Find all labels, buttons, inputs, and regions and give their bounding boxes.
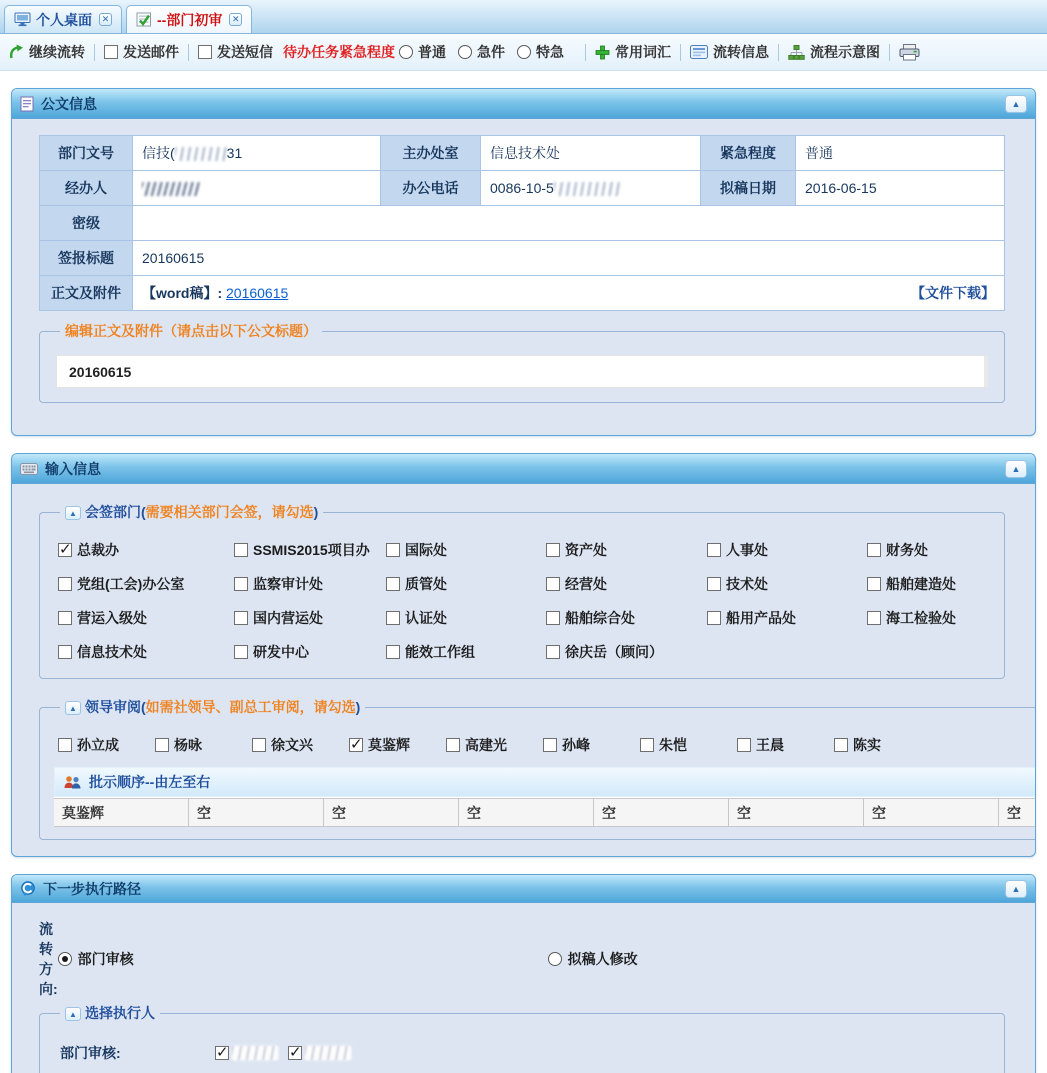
checkbox-icon — [58, 577, 72, 591]
direction-radio[interactable]: 拟稿人修改 — [548, 949, 1036, 969]
urgency-value: 普通 — [796, 136, 1005, 171]
panel-title: 公文信息 — [41, 95, 97, 112]
checkbox-icon — [546, 611, 560, 625]
table-row — [40, 206, 1005, 241]
urgency-radio[interactable]: 普通 — [399, 42, 446, 62]
continue-arrow-icon — [8, 44, 24, 60]
checkbox-icon — [386, 543, 400, 557]
collapse-button[interactable]: ▲ — [1005, 880, 1027, 898]
countersign-checkbox[interactable]: 营运入级处 — [58, 608, 234, 628]
approval-order-table — [54, 797, 1036, 827]
edit-body-legend: 编辑正文及附件（请点击以下公文标题） — [65, 323, 317, 339]
countersign-checkbox[interactable]: 国内营运处 — [234, 608, 386, 628]
doc-info-table — [39, 135, 1005, 311]
countersign-checkbox[interactable]: 经营处 — [546, 574, 707, 594]
doc-info-panel-header — [12, 89, 1035, 119]
checkbox-icon — [707, 543, 721, 557]
send-email-checkbox[interactable]: 发送邮件 — [104, 42, 179, 62]
tab-personal-desktop[interactable] — [4, 5, 122, 33]
flow-diagram-button[interactable]: 流程示意图 — [788, 42, 880, 62]
countersign-checkbox[interactable]: 信息技术处 — [58, 642, 234, 662]
doc-info-body — [12, 135, 1035, 435]
executor-checkbox[interactable] — [288, 1046, 351, 1060]
countersign-checkbox[interactable]: 人事处 — [707, 540, 867, 560]
secrecy-value — [133, 206, 1005, 241]
countersign-checkbox[interactable]: 财务处 — [867, 540, 990, 560]
checkbox-icon — [546, 543, 560, 557]
dept-no-value: 信技( 31 — [133, 136, 381, 171]
checkbox-icon — [58, 738, 72, 752]
order-cell: 空 — [189, 798, 324, 827]
countersign-legend: ▲ 会签部门(需要相关部门会签，请勾选) — [60, 502, 323, 522]
redacted-text — [175, 147, 227, 161]
leader-checkbox[interactable]: 徐文兴 — [252, 735, 349, 755]
doc-title-link[interactable]: 20160615 — [56, 355, 988, 388]
checkbox-icon — [707, 611, 721, 625]
flow-info-icon — [690, 45, 708, 59]
countersign-checkbox[interactable]: 海工检验处 — [867, 608, 990, 628]
table-row — [40, 136, 1005, 171]
next-step-panel — [11, 874, 1036, 1073]
radio-icon — [548, 952, 562, 966]
leader-checkbox[interactable]: 孙立成 — [58, 735, 155, 755]
checkbox-icon — [234, 645, 248, 659]
countersign-checkbox[interactable]: 船舶建造处 — [867, 574, 990, 594]
checkbox-icon — [386, 577, 400, 591]
collapse-arrow-icon[interactable]: ▲ — [65, 701, 81, 715]
collapse-button[interactable]: ▲ — [1005, 460, 1027, 478]
leader-checkbox[interactable]: ✓ 莫鉴辉 — [349, 735, 446, 755]
checkbox-icon — [867, 577, 881, 591]
send-sms-checkbox[interactable]: 发送短信 — [198, 42, 273, 62]
executor-legend: ▲ 选择执行人 — [60, 1003, 160, 1023]
checkbox-icon — [234, 543, 248, 557]
checkbox-icon — [543, 738, 557, 752]
countersign-checkbox-grid — [54, 530, 990, 666]
countersign-checkbox[interactable]: 船用产品处 — [707, 608, 867, 628]
leader-checkbox-row — [54, 725, 1036, 767]
redacted-text — [142, 182, 200, 196]
body-attachment-value — [133, 276, 1005, 311]
dept-review-label: 部门审核: — [60, 1045, 121, 1061]
approval-order-header: 批示顺序--由左至右 — [54, 767, 1036, 797]
urgency-label: 待办任务紧急程度 — [283, 44, 395, 60]
body-attachment-label: 正文及附件 — [40, 276, 133, 311]
edit-body-fieldset — [39, 321, 1005, 403]
report-title-value: 20160615 — [133, 241, 1005, 276]
tab-label: --部门初审 — [157, 11, 223, 28]
countersign-checkbox[interactable]: 船舶综合处 — [546, 608, 707, 628]
countersign-checkbox[interactable]: 党组(工会)办公室 — [58, 574, 234, 594]
redacted-name — [305, 1046, 351, 1060]
checkbox-icon — [234, 611, 248, 625]
order-cell: 空 — [594, 798, 729, 827]
leader-checkbox[interactable]: 朱恺 — [640, 735, 737, 755]
doc-info-panel — [11, 88, 1036, 436]
word-doc-link[interactable]: 20160615 — [226, 285, 289, 301]
divider — [188, 44, 189, 61]
checkbox-icon — [546, 577, 560, 591]
redacted-name — [232, 1046, 278, 1060]
print-button[interactable] — [899, 44, 920, 61]
keyboard-icon — [20, 463, 38, 475]
handler-value — [133, 171, 381, 206]
countersign-checkbox[interactable]: 技术处 — [707, 574, 867, 594]
radio-icon — [458, 45, 472, 59]
checkbox-icon — [58, 543, 72, 557]
direction-radio[interactable]: 部门审核 — [58, 949, 548, 969]
collapse-button[interactable]: ▲ — [1005, 95, 1027, 113]
flow-direction-row — [39, 919, 1035, 999]
collapse-arrow-icon[interactable]: ▲ — [65, 506, 81, 520]
panel-title: 输入信息 — [45, 460, 101, 477]
host-office-value: 信息技术处 — [481, 136, 701, 171]
countersign-checkbox[interactable]: 认证处 — [386, 608, 546, 628]
printer-icon — [899, 44, 920, 61]
executor-checkboxes — [215, 1046, 351, 1060]
checkbox-icon — [386, 645, 400, 659]
route-icon — [20, 881, 36, 897]
checkbox-icon — [288, 1046, 302, 1060]
checkbox-icon — [58, 611, 72, 625]
report-title-label: 签报标题 — [40, 241, 133, 276]
document-icon — [20, 96, 34, 112]
checkbox-icon — [707, 577, 721, 591]
checkbox-icon — [252, 738, 266, 752]
checkbox-icon — [349, 738, 363, 752]
dept-no-label: 部门文号 — [40, 136, 133, 171]
secrecy-label: 密级 — [40, 206, 133, 241]
close-icon[interactable]: ✕ — [229, 13, 242, 26]
tab-bar — [0, 0, 1047, 34]
org-chart-icon — [788, 45, 805, 60]
divider — [585, 44, 586, 61]
leader-checkbox[interactable]: 王晨 — [737, 735, 834, 755]
tab-dept-first-review[interactable] — [126, 5, 252, 33]
executor-checkbox[interactable] — [215, 1046, 278, 1060]
panel-title: 下一步执行路径 — [43, 880, 141, 897]
checkbox-icon — [155, 738, 169, 752]
phone-value: 0086-10-5 — [481, 171, 701, 206]
checkbox-icon — [198, 45, 212, 59]
checkbox-icon — [234, 577, 248, 591]
countersign-checkbox[interactable]: SSMIS2015项目办 — [234, 540, 386, 560]
toolbar — [0, 34, 1047, 71]
executor-row — [54, 1031, 990, 1069]
collapse-arrow-icon[interactable]: ▲ — [65, 1007, 81, 1021]
flow-direction-options — [58, 949, 1036, 969]
task-list-icon — [136, 12, 152, 27]
leader-checkbox[interactable]: 高建光 — [446, 735, 543, 755]
checkbox-icon — [640, 738, 654, 752]
word-draft-label: 【word稿】: — [142, 285, 223, 301]
continue-flow-button[interactable]: 继续流转 — [8, 42, 85, 62]
radio-icon — [58, 952, 72, 966]
checkbox-icon — [386, 611, 400, 625]
order-cell: 空 — [729, 798, 864, 827]
leader-checkbox[interactable]: 孙峰 — [543, 735, 640, 755]
order-cell: 空 — [864, 798, 999, 827]
input-info-body — [12, 484, 1035, 840]
phone-label: 办公电话 — [381, 171, 481, 206]
countersign-checkbox[interactable]: 资产处 — [546, 540, 707, 560]
urgency-label: 紧急程度 — [701, 136, 796, 171]
countersign-checkbox[interactable]: 国际处 — [386, 540, 546, 560]
checkbox-icon — [215, 1046, 229, 1060]
checkbox-icon — [737, 738, 751, 752]
countersign-checkbox[interactable]: 研发中心 — [234, 642, 386, 662]
redacted-text — [554, 182, 620, 196]
radio-icon — [517, 45, 531, 59]
input-info-panel-header — [12, 454, 1035, 484]
flow-direction-label: 流转方向: — [39, 921, 58, 997]
order-cell: 空 — [459, 798, 594, 827]
divider — [889, 44, 890, 61]
common-phrases-button[interactable]: 常用词汇 — [595, 42, 671, 62]
next-step-body — [12, 919, 1035, 1073]
checkbox-icon — [834, 738, 848, 752]
table-row — [40, 241, 1005, 276]
countersign-checkbox[interactable]: 能效工作组 — [386, 642, 546, 662]
leader-review-fieldset — [39, 697, 1036, 840]
divider — [94, 44, 95, 61]
radio-icon — [399, 45, 413, 59]
executor-fieldset — [39, 1003, 1005, 1073]
table-row — [40, 276, 1005, 311]
tab-label: 个人桌面 — [36, 11, 92, 28]
urgency-radio[interactable]: 急件 — [458, 42, 505, 62]
table-row — [40, 171, 1005, 206]
close-icon[interactable]: ✕ — [99, 13, 112, 26]
divider — [680, 44, 681, 61]
desktop-icon — [14, 12, 31, 27]
next-step-panel-header — [12, 875, 1035, 903]
draft-date-label: 拟稿日期 — [701, 171, 796, 206]
host-office-label: 主办处室 — [381, 136, 481, 171]
divider — [778, 44, 779, 61]
leader-review-legend: ▲ 领导审阅(如需社领导、副总工审阅，请勾选) — [60, 697, 365, 717]
people-icon — [63, 775, 82, 790]
checkbox-icon — [446, 738, 460, 752]
countersign-checkbox[interactable]: 监察审计处 — [234, 574, 386, 594]
order-cell: 莫鉴辉 — [54, 798, 189, 827]
checkbox-icon — [546, 645, 560, 659]
urgency-radio-group — [399, 42, 576, 62]
plus-icon — [595, 45, 610, 60]
countersign-checkbox[interactable]: 质管处 — [386, 574, 546, 594]
checkbox-icon — [867, 543, 881, 557]
checkbox-icon — [104, 45, 118, 59]
draft-date-value: 2016-06-15 — [796, 171, 1005, 206]
handler-label: 经办人 — [40, 171, 133, 206]
flow-info-button[interactable]: 流转信息 — [690, 42, 769, 62]
file-download-link[interactable]: 【文件下载】 — [911, 285, 995, 301]
urgency-radio[interactable]: 特急 — [517, 42, 564, 62]
leader-checkbox[interactable]: 杨咏 — [155, 735, 252, 755]
countersign-fieldset — [39, 502, 1005, 679]
countersign-checkbox[interactable]: ✓ 总裁办 — [58, 540, 234, 560]
checkbox-icon — [867, 611, 881, 625]
input-info-panel — [11, 453, 1036, 857]
leader-checkbox[interactable]: 陈实 — [834, 735, 931, 755]
order-cell: 空 — [324, 798, 459, 827]
countersign-checkbox[interactable]: 徐庆岳（顾问） — [546, 642, 707, 662]
checkbox-icon — [58, 645, 72, 659]
order-cell: 空 — [999, 798, 1036, 827]
